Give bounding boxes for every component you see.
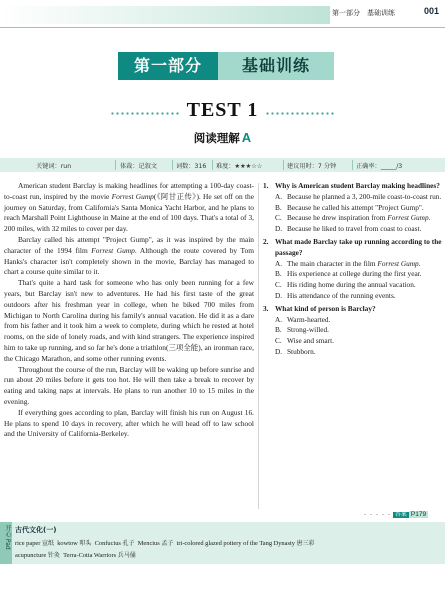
option-text: Wise and smart. (287, 336, 334, 346)
passage-paragraph: If everything goes according to plan, Barclay will finish his run on August 16. He plans to spend 10 days in recovery, after which he will head off to law school and the University of California-Berkeley. (4, 407, 254, 439)
option-b[interactable] (263, 203, 443, 214)
option-text: Because he liked to travel from coast to coast. (287, 224, 422, 234)
culture-term-en: rice paper (15, 540, 41, 547)
culture-title: 古代文化(一) (15, 526, 57, 534)
passage-paragraph (4, 235, 254, 278)
option-letter: D. (275, 346, 283, 356)
answer-page: P179 (410, 511, 427, 518)
question-stem (263, 237, 443, 259)
culture-term-en: tri-colored glazed pottery of the Tang Dynasty (176, 540, 295, 547)
culture-bar (0, 522, 445, 564)
option-c[interactable] (263, 336, 443, 347)
passage-paragraph (4, 181, 254, 235)
culture-term-cn: 针灸 (47, 552, 60, 559)
option-a[interactable] (263, 315, 443, 326)
test-title: TEST 1 (186, 99, 259, 121)
option-letter: C. (275, 213, 282, 223)
option-a[interactable] (263, 259, 443, 270)
option-c[interactable] (263, 213, 443, 224)
option-a[interactable] (263, 192, 443, 203)
culture-term-en: Mencius (137, 540, 160, 547)
reading-subtitle (0, 130, 445, 146)
option-c[interactable] (263, 280, 443, 291)
reading-passage (4, 181, 254, 440)
option-text: Because he planned a 3, 200-mile coast-to-coast run. (287, 191, 442, 201)
option-text: His riding home during the annual vacation. (287, 280, 416, 290)
question-2 (263, 237, 443, 302)
culture-side-tab (0, 522, 12, 564)
passage-text: (《阿甘正传》). He set off on the journey on Saturday, from California's Santa Monica Yacht Harbor, and he plans to reach Marshall Point Lighthouse in Maine at the end of 100 days. That's a total of 3, 200 miles, with 32 miles to cover per day. (4, 191, 254, 234)
info-time: 建议用时：7 分钟 (287, 163, 337, 170)
option-text: Stubborn. (287, 346, 316, 356)
question-list (263, 181, 443, 360)
movie-title: Forrest Gump (387, 213, 429, 223)
option-text: Warm-hearted. (287, 314, 331, 324)
info-keyword: 关键词：run (36, 163, 72, 170)
movie-title: Forrest Gump (111, 191, 154, 201)
option-text-part: . (428, 213, 431, 223)
passage-text: Barclay called his attempt "Project Gump", as it was inspired by the main character of the 1994 film (4, 234, 254, 255)
option-text (287, 213, 443, 224)
question-3 (263, 304, 443, 358)
question-number: 1. (263, 181, 269, 190)
answer-dashes: - - - - - (364, 511, 392, 518)
option-text-part: Because he drew inspiration from (287, 213, 388, 223)
passage-paragraph: That's quite a hard task for someone who has only been running for a few years, but Barclay isn't new to adventures. He had his first taste of the great outdoors after his freshman year in college, when he biked 700 miles from Michigan to North Carolina during his family's annual vacation. He did it as a dare from his father and it took him a week to complete, during which he rested at hotel rooms, on the side of lonely roads, and with kind strangers. The experience inspired him to take up running, and so far he's done a triathlon(三项全能), an ironman race, the Chicago Marathon, and some other running events. (4, 278, 254, 363)
culture-term-cn: 兵马俑 (117, 552, 136, 559)
option-letter: D. (275, 290, 283, 300)
option-text: His experience at college during the first year. (287, 269, 422, 279)
banner-part: 第一部分 (118, 52, 218, 80)
option-d[interactable] (263, 224, 443, 235)
option-text (287, 259, 443, 270)
culture-line-1 (15, 538, 315, 547)
culture-line-2 (15, 550, 136, 559)
info-separator (283, 160, 284, 170)
option-text: His attendance of the running events. (287, 290, 396, 300)
info-bar (0, 158, 445, 172)
culture-side-label: 开心 Pad (4, 525, 11, 550)
info-difficulty: 难度：★★★☆☆ (216, 163, 263, 170)
passage-text: . Although the route covered by Tom Hanks's character isn't completely shown in the movie, Barclay has managed to chart a course quite similar to it. (4, 245, 254, 277)
culture-term-cn: 唐三彩 (296, 540, 315, 547)
header-rule (0, 27, 445, 28)
page-header (0, 0, 445, 30)
movie-title: Forrest Gump (377, 258, 419, 268)
question-stem (263, 304, 443, 315)
page-number: 001 (424, 6, 440, 16)
option-letter: A. (275, 191, 283, 201)
option-b[interactable] (263, 269, 443, 280)
question-stem (263, 181, 443, 192)
option-text: Strong-willed. (287, 325, 329, 335)
option-letter: B. (275, 202, 282, 212)
info-word-count: 词数：316 (176, 163, 207, 170)
question-number: 3. (263, 303, 269, 313)
option-d[interactable] (263, 347, 443, 358)
culture-term-en: Terra-Cotta Warriors (63, 552, 117, 559)
question-text: What made Barclay take up running according to the passage? (275, 236, 442, 257)
info-separator (212, 160, 213, 170)
movie-title: Forrest Gump (91, 245, 135, 255)
option-letter: B. (275, 269, 282, 279)
info-separator (352, 160, 353, 170)
question-1 (263, 181, 443, 235)
header-gradient (0, 6, 330, 24)
question-number: 2. (263, 236, 269, 246)
culture-term-cn: 孔子 (122, 540, 135, 547)
header-part-label: 第一部分 基础训练 (332, 9, 395, 17)
option-letter: A. (275, 314, 283, 324)
passage-text: American student Barclay is making headlines for attempting a 100-day coast-to-coast run, inspired by the movie (4, 181, 254, 201)
option-letter: B. (275, 325, 282, 335)
column-divider (258, 183, 259, 509)
option-letter: A. (275, 258, 283, 268)
option-letter: D. (275, 224, 283, 234)
option-d[interactable] (263, 291, 443, 302)
culture-term-cn: 孟子 (161, 540, 174, 547)
option-letter: C. (275, 280, 282, 290)
subtitle-text: 阅读理解 (193, 131, 240, 145)
culture-term-en: kowtow (57, 540, 78, 547)
culture-term-en: acupuncture (15, 552, 47, 559)
option-text-part: . (418, 258, 421, 268)
info-accuracy: 正确率：_____/3 (356, 163, 403, 170)
passage-paragraph: Throughout the course of the run, Barclay will be waking up before sunrise and run about 20 miles before it gets too hot. He will then take a break to recover by eating and taking naps at intervals. He plans to run another 10 to 15 miles in the evening. (4, 364, 254, 406)
option-text: Because he called his attempt "Project Gump". (287, 202, 424, 212)
info-genre: 体裁：记叙文 (120, 163, 158, 170)
info-separator (115, 160, 116, 170)
answer-label: 答案 (394, 512, 407, 518)
section-banner (118, 52, 334, 80)
info-separator (172, 160, 173, 170)
culture-term-cn: 叩头 (79, 540, 92, 547)
option-letter: C. (275, 336, 282, 346)
question-text: What kind of person is Barclay? (275, 303, 376, 313)
option-b[interactable] (263, 325, 443, 336)
answer-reference[interactable] (364, 509, 428, 518)
banner-title: 基础训练 (218, 52, 334, 80)
culture-term-cn: 宣纸 (41, 540, 54, 547)
subtitle-badge: A (241, 130, 252, 145)
culture-term-en: Confucius (94, 540, 121, 547)
question-text: Why is American student Barclay making headlines? (275, 181, 440, 190)
option-text-part: The main character in the film (287, 258, 378, 268)
